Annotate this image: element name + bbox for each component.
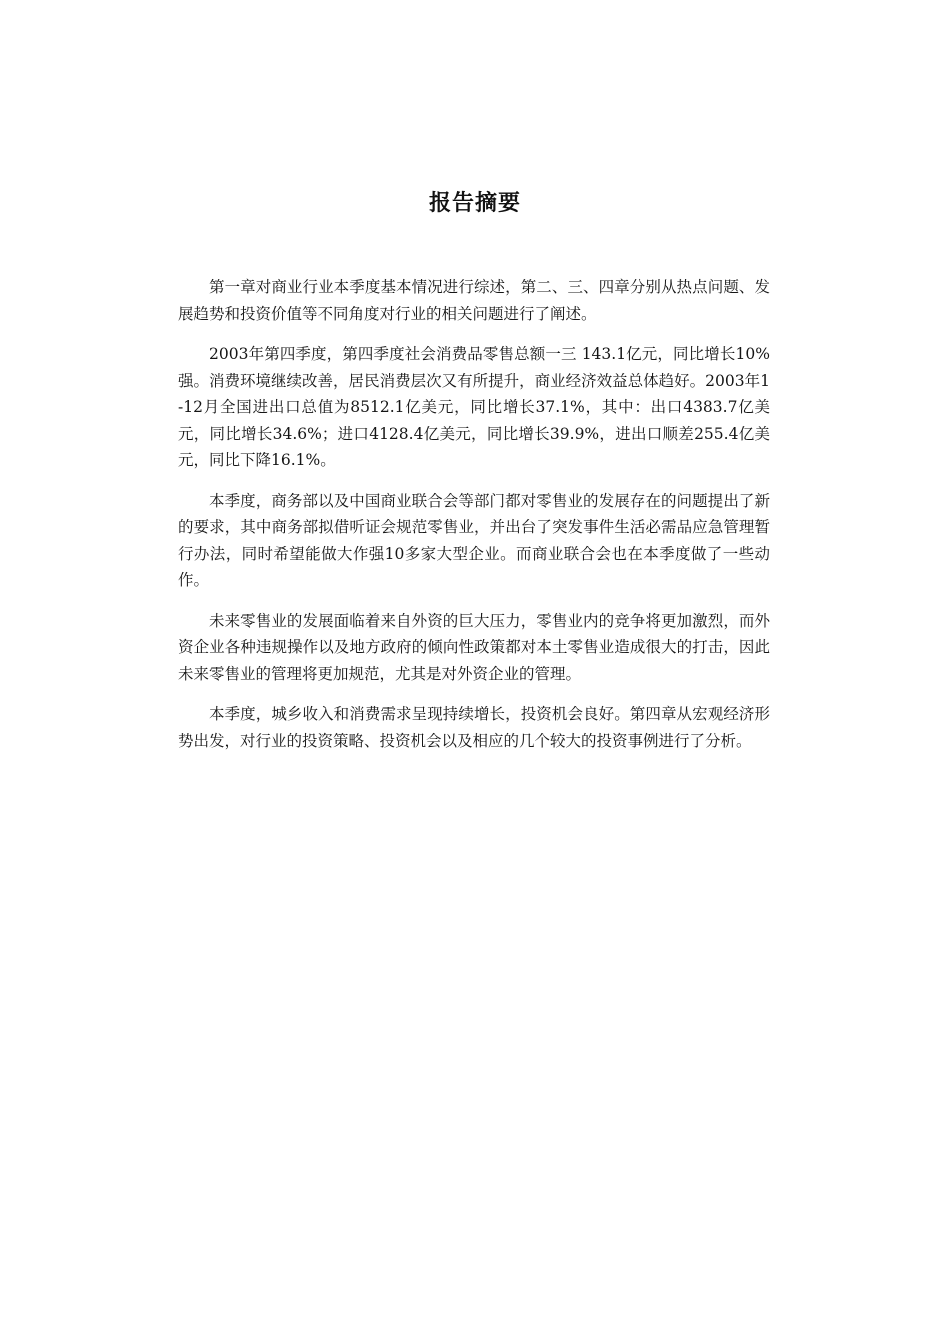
paragraph-q4-economy: 2003年第四季度，第四季度社会消费品零售总额一三 143.1亿元，同比增长10%强。消费环境继续改善，居民消费层次又有所提升，商业经济效益总体趋好。2003年1-12月全国进出口总值为8512.1亿美元，同比增长37.1%，其中：出口4383.7亿美元，同比增长34.6%；进口4128.4亿美元，同比增长39.9%，进出口顺差255.4亿美元，同比下降16.1%。 <box>178 345 770 469</box>
paragraph-chapter-overview: 第一章对商业行业本季度基本情况进行综述，第二、三、四章分别从热点问题、发展趋势和投资价值等不同角度对行业的相关问题进行了阐述。 <box>178 278 770 323</box>
document-body <box>178 274 770 768</box>
page-title: 报告摘要 <box>428 191 521 216</box>
paragraph-investment: 本季度，城乡收入和消费需求呈现持续增长，投资机会良好。第四章从宏观经济形势出发，对行业的投资策略、投资机会以及相应的几个较大的投资事例进行了分析。 <box>178 705 770 750</box>
paragraph-outlook: 未来零售业的发展面临着来自外资的巨大压力，零售业内的竞争将更加激烈，而外资企业各种违规操作以及地方政府的倾向性政策都对本土零售业造成很大的打击，因此未来零售业的管理将更加规范，尤其是对外资企业的管理。 <box>178 611 770 683</box>
paragraph-policy: 本季度，商务部以及中国商业联合会等部门都对零售业的发展存在的问题提出了新的要求，其中商务部拟借听证会规范零售业，并出台了突发事件生活必需品应急管理暂行办法，同时希望能做大作强10多家大型企业。而商业联合会也在本季度做了一些动作。 <box>178 491 770 589</box>
